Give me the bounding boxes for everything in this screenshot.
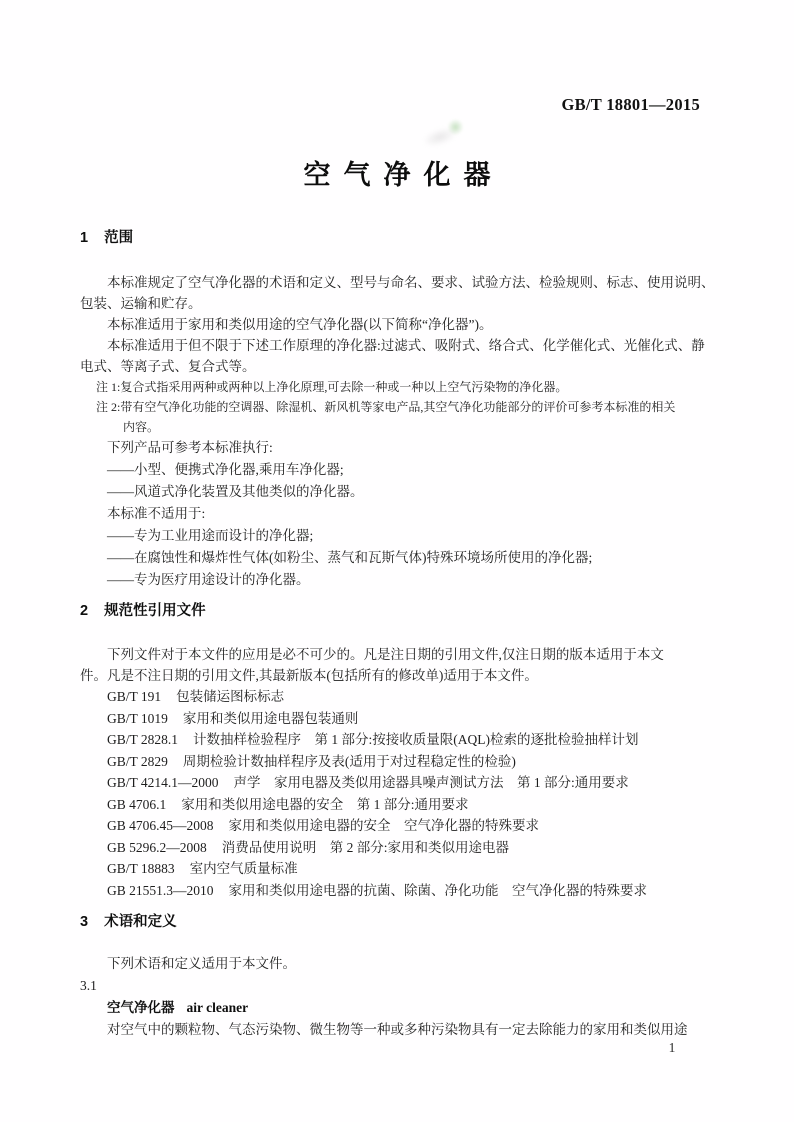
reference-code: GB/T 18883	[107, 861, 175, 876]
term-definition: 对空气中的颗粒物、气态污染物、微生物等一种或多种污染物具有一定去除能力的家用和类似用途	[107, 1022, 688, 1037]
scope-line: 电式、等离子式、复合式等。	[80, 359, 256, 374]
term-name-en: air cleaner	[186, 1000, 249, 1015]
terms-block	[80, 953, 720, 1041]
section-1-number: 1	[80, 230, 89, 246]
reference-title: 声学 家用电器及类似用途器具噪声测试方法 第 1 部分:通用要求	[233, 775, 629, 790]
reference-item	[80, 815, 720, 837]
term-number: 3.1	[80, 978, 97, 993]
section-1-heading	[80, 228, 720, 249]
page-title: 空气净化器	[303, 160, 504, 190]
reference-title: 周期检验计数抽样程序及表(适用于对过程稳定性的检验)	[182, 753, 516, 769]
reference-code: GB 4706.45—2008	[107, 818, 214, 833]
reference-item	[80, 837, 720, 859]
scope-paragraphs	[80, 272, 720, 437]
scope-line: 本标准适用于家用和类似用途的空气净化器(以下简称“净化器”)。	[107, 317, 493, 332]
reference-code: GB 21551.3—2010	[107, 882, 214, 898]
reference-title: 家用和类似用途电器包装通则	[182, 710, 359, 726]
scope-dash-item: ——在腐蚀性和爆炸性气体(如粉尘、蒸气和瓦斯气体)特殊环境场所使用的净化器;	[107, 550, 593, 565]
reference-item	[80, 858, 720, 880]
reference-code: GB 5296.2—2008	[107, 839, 207, 855]
reference-title: 包装储运图标标志	[176, 689, 285, 704]
reference-title: 室内空气质量标准	[189, 861, 298, 876]
reference-item	[80, 880, 720, 902]
note-line: 内容。	[123, 420, 160, 434]
reference-title: 家用和类似用途电器的抗菌、除菌、净化功能 空气净化器的特殊要求	[228, 882, 648, 898]
reference-item	[80, 729, 720, 751]
scope-list	[80, 437, 720, 591]
section-3-number: 3	[80, 914, 89, 930]
scope-line: 本标准适用于但不限于下述工作原理的净化器:过滤式、吸附式、络合式、化学催化式、光催化式、静	[107, 338, 705, 353]
scope-dash-item: ——专为工业用途而设计的净化器;	[107, 528, 314, 543]
section-2-title: 规范性引用文件	[104, 603, 206, 619]
note-line: 注 2:带有空气净化功能的空调器、除湿机、新风机等家电产品,其空气净化功能部分的评价可参考本标准的相关	[96, 400, 676, 414]
reference-code: GB/T 191	[107, 689, 162, 704]
reference-title: 家用和类似用途电器的安全 空气净化器的特殊要求	[228, 818, 540, 833]
section-1-title: 范围	[104, 230, 134, 246]
reference-code: GB/T 4214.1—2000	[107, 775, 219, 790]
scope-line: 本标准不适用于:	[107, 506, 206, 521]
reference-item	[80, 794, 720, 816]
reference-title: 消费品使用说明 第 2 部分:家用和类似用途电器	[221, 839, 510, 855]
scope-dash-item: ——小型、便携式净化器,乘用车净化器;	[107, 462, 344, 477]
references-intro-line: 件。凡是不注日期的引用文件,其最新版本(包括所有的修改单)适用于本文件。	[80, 668, 538, 683]
section-2-number: 2	[80, 603, 89, 619]
reference-item	[80, 686, 720, 708]
section-3-title: 术语和定义	[104, 914, 177, 930]
reference-item	[80, 708, 720, 730]
standard-code: GB/T 18801—2015	[561, 95, 700, 114]
reference-item	[80, 772, 720, 794]
scope-dash-item: ——专为医疗用途设计的净化器。	[107, 572, 310, 587]
reference-title: 计数抽样检验程序 第 1 部分:按接收质量限(AQL)检索的逐批检验抽样计划	[193, 732, 639, 747]
references-list	[80, 686, 720, 901]
note-line: 注 1:复合式指采用两种或两种以上净化原理,可去除一种或一种以上空气污染物的净化器。	[96, 380, 568, 394]
reference-item	[80, 751, 720, 773]
document-body	[80, 228, 720, 1041]
scope-dash-item: ——风道式净化装置及其他类似的净化器。	[107, 484, 364, 499]
term-name: 空气净化器	[107, 1000, 175, 1015]
references-intro	[80, 644, 720, 686]
reference-code: GB 4706.1	[107, 796, 167, 812]
reference-title: 家用和类似用途电器的安全 第 1 部分:通用要求	[181, 796, 469, 812]
scope-line: 本标准规定了空气净化器的术语和定义、型号与命名、要求、试验方法、检验规则、标志、使用说明、	[107, 275, 715, 290]
reference-code: GB/T 1019	[107, 710, 168, 726]
term-entry	[80, 997, 720, 1019]
section-3-heading	[80, 912, 720, 933]
section-2-heading	[80, 601, 720, 622]
terms-intro: 下列术语和定义适用于本文件。	[107, 956, 296, 971]
references-intro-line: 下列文件对于本文件的应用是必不可少的。凡是注日期的引用文件,仅注日期的版本适用于本文	[107, 647, 664, 662]
reference-code: GB/T 2829	[107, 753, 168, 769]
reference-code: GB/T 2828.1	[107, 732, 179, 747]
green-smudge-artifact	[447, 119, 464, 135]
scope-line: 包装、运输和贮存。	[80, 296, 202, 311]
page-number: 1	[668, 1040, 676, 1055]
scope-line: 下列产品可参考本标准执行:	[107, 440, 273, 455]
